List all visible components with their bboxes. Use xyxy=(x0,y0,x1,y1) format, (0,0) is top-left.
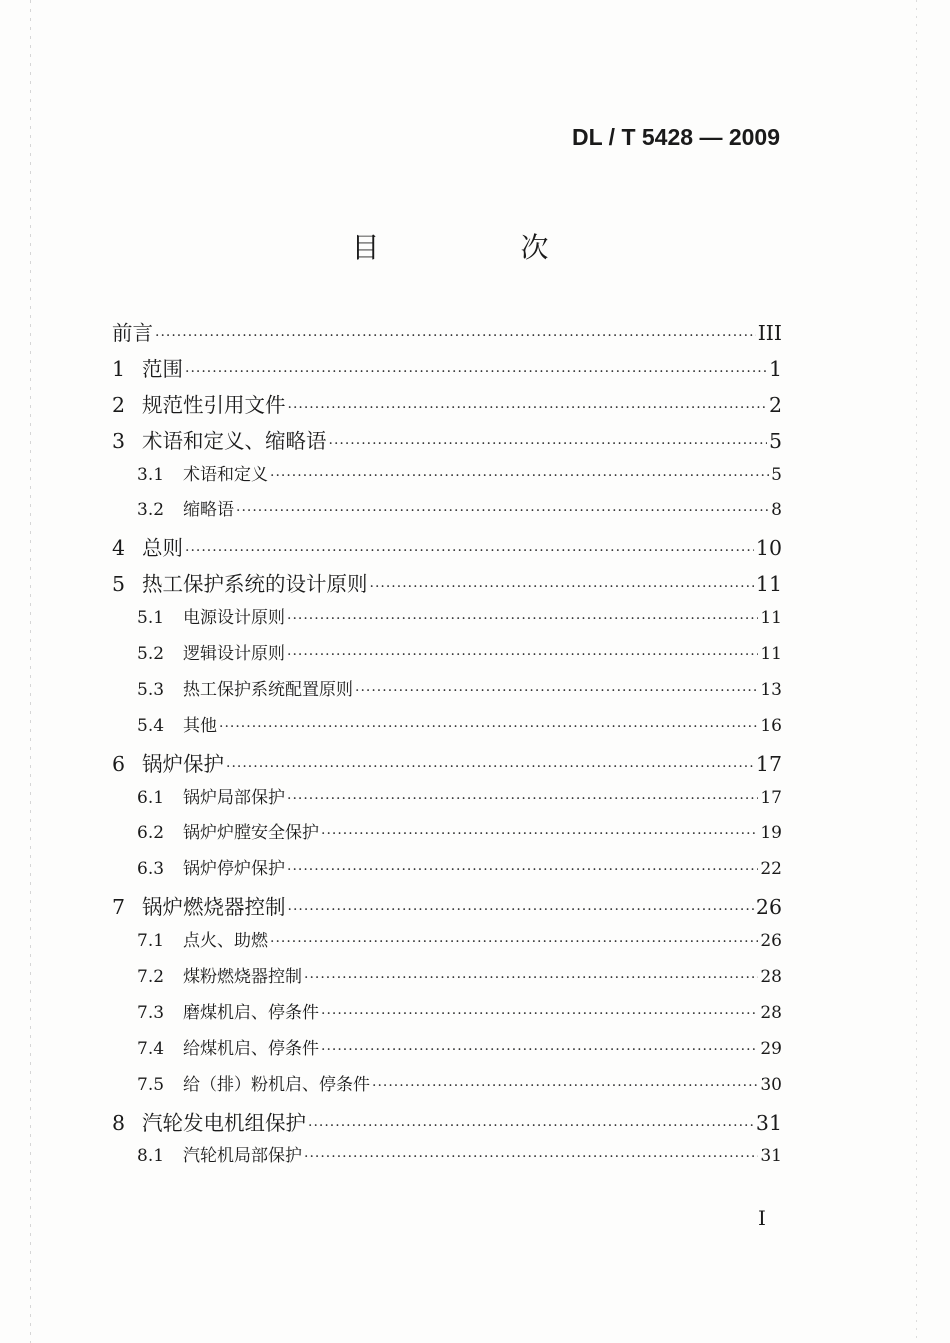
toc-entry-page: 28 xyxy=(760,1002,782,1023)
toc-leader-dots xyxy=(155,328,756,344)
toc-entry-title: 逻辑设计原则 xyxy=(183,644,285,665)
toc-entry-section[interactable] xyxy=(112,1141,782,1177)
toc-leader-dots xyxy=(236,503,769,519)
toc-entry-title: 锅炉燃烧器控制 xyxy=(142,895,286,920)
toc-entry-page: 11 xyxy=(760,644,782,665)
toc-entry-title: 锅炉局部保护 xyxy=(183,787,285,808)
toc-entry-section[interactable] xyxy=(112,495,782,531)
toc-entry-section[interactable] xyxy=(112,639,782,675)
toc-entry-title: 术语和定义、缩略语 xyxy=(142,428,327,453)
toc-entry-number: 7.4 xyxy=(137,1038,165,1059)
toc-entry-chapter[interactable] xyxy=(112,890,782,926)
toc-leader-dots xyxy=(370,579,754,595)
toc-entry-chapter[interactable] xyxy=(112,531,782,567)
toc-entry-section[interactable] xyxy=(112,1034,782,1070)
toc-entry-section[interactable] xyxy=(112,460,782,496)
page-number: I xyxy=(758,1206,766,1230)
toc-entry-number: 7.1 xyxy=(137,931,165,952)
toc-entry-page: 5 xyxy=(771,464,782,485)
toc-entry-page: 17 xyxy=(760,787,782,808)
toc-leader-dots xyxy=(185,543,754,559)
toc-leader-dots xyxy=(185,364,767,380)
toc-entry-page: 31 xyxy=(755,1110,782,1135)
toc-leader-dots xyxy=(321,826,758,842)
toc-entry-section[interactable] xyxy=(112,926,782,962)
toc-entry-number: 6.1 xyxy=(137,787,165,808)
toc-leader-dots xyxy=(355,683,758,699)
toc-entry-title: 总则 xyxy=(142,536,183,561)
toc-entry-section[interactable] xyxy=(112,998,782,1034)
toc-leader-dots xyxy=(287,647,758,663)
toc-entry-page: 26 xyxy=(755,895,782,920)
toc-entry-page: 10 xyxy=(755,536,782,561)
toc-entry-page: 19 xyxy=(760,823,782,844)
toc-leader-dots xyxy=(270,468,769,484)
toc-leader-dots xyxy=(304,970,758,986)
document-code: DL / T 5428 — 2009 xyxy=(572,124,780,150)
toc-entry-page: 31 xyxy=(760,1146,782,1167)
toc-entry-section[interactable] xyxy=(112,603,782,639)
toc-entry-chapter[interactable] xyxy=(112,388,782,424)
toc-entry-page: 17 xyxy=(755,751,782,776)
toc-leader-dots xyxy=(304,1149,758,1165)
toc-entry-title: 磨煤机启、停条件 xyxy=(183,1002,319,1023)
toc-entry-title: 术语和定义 xyxy=(183,464,268,485)
toc-leader-dots xyxy=(226,759,754,775)
table-of-contents xyxy=(112,316,782,1177)
toc-leader-dots xyxy=(288,400,767,416)
toc-entry-title: 缩略语 xyxy=(183,500,234,521)
toc-entry-title: 锅炉停炉保护 xyxy=(183,859,285,880)
toc-leader-dots xyxy=(287,791,758,807)
toc-entry-page: 11 xyxy=(755,572,782,597)
toc-entry-title: 汽轮发电机组保护 xyxy=(142,1110,306,1135)
toc-entry-number: 8 xyxy=(112,1110,126,1135)
toc-entry-number: 8.1 xyxy=(137,1146,165,1167)
toc-entry-number: 6.2 xyxy=(137,823,165,844)
toc-entry-number: 7.2 xyxy=(137,967,165,988)
toc-entry-number: 3.1 xyxy=(137,464,165,485)
toc-entry-section[interactable] xyxy=(112,783,782,819)
toc-entry-title: 电源设计原则 xyxy=(183,608,285,629)
toc-leader-dots xyxy=(270,934,758,950)
toc-entry-number: 6.3 xyxy=(137,859,165,880)
toc-entry-chapter[interactable] xyxy=(112,352,782,388)
toc-leader-dots xyxy=(308,1118,754,1134)
toc-entry-chapter[interactable] xyxy=(112,1106,782,1142)
toc-leader-dots xyxy=(329,436,767,452)
toc-entry-page: 8 xyxy=(771,500,782,521)
toc-entry-section[interactable] xyxy=(112,675,782,711)
toc-entry-chapter[interactable] xyxy=(112,567,782,603)
toc-entry-title: 其他 xyxy=(183,715,217,736)
toc-entry-number: 4 xyxy=(112,536,126,561)
toc-entry-number: 7 xyxy=(112,895,126,920)
toc-entry-section[interactable] xyxy=(112,1070,782,1106)
toc-entry-page: 11 xyxy=(760,608,782,629)
toc-entry-number: 5.2 xyxy=(137,644,165,665)
toc-entry-page: 2 xyxy=(768,392,782,417)
toc-entry-page: 13 xyxy=(760,679,782,700)
toc-entry-page: 5 xyxy=(768,428,782,453)
toc-entry-title: 规范性引用文件 xyxy=(142,392,286,417)
toc-entry-chapter[interactable] xyxy=(112,747,782,783)
toc-entry-page: 29 xyxy=(760,1038,782,1059)
toc-leader-dots xyxy=(321,1042,758,1058)
toc-entry-title: 给煤机启、停条件 xyxy=(183,1038,319,1059)
toc-entry-page: 16 xyxy=(760,715,782,736)
toc-entry-number: 7.5 xyxy=(137,1074,165,1095)
toc-entry-title: 给（排）粉机启、停条件 xyxy=(183,1074,370,1095)
scan-edge-right xyxy=(916,0,917,1343)
toc-entry-title: 热工保护系统的设计原则 xyxy=(142,572,368,597)
toc-entry-section[interactable] xyxy=(112,854,782,890)
toc-entry-title: 热工保护系统配置原则 xyxy=(183,679,353,700)
toc-entry-page: III xyxy=(757,321,782,345)
toc-entry-number: 2 xyxy=(112,392,126,417)
toc-entry-page: 1 xyxy=(768,356,782,381)
toc-entry-title: 范围 xyxy=(142,356,183,381)
toc-entry-number: 5 xyxy=(112,572,126,597)
toc-entry-title: 前言 xyxy=(112,321,153,345)
toc-entry-section[interactable] xyxy=(112,962,782,998)
toc-entry-page: 28 xyxy=(760,967,782,988)
toc-leader-dots xyxy=(321,1006,758,1022)
toc-entry-number: 1 xyxy=(112,356,126,381)
toc-entry-page: 26 xyxy=(760,931,782,952)
toc-entry-number: 7.3 xyxy=(137,1002,165,1023)
toc-leader-dots xyxy=(372,1078,758,1094)
toc-entry-number: 3 xyxy=(112,428,126,453)
toc-entry-section[interactable] xyxy=(112,818,782,854)
toc-entry-title: 锅炉炉膛安全保护 xyxy=(183,823,319,844)
toc-entry-number: 5.1 xyxy=(137,608,165,629)
toc-entry-title: 锅炉保护 xyxy=(142,751,224,776)
toc-entry-title: 煤粉燃烧器控制 xyxy=(183,967,302,988)
toc-leader-dots xyxy=(287,611,758,627)
toc-entry-chapter[interactable] xyxy=(112,316,782,352)
toc-entry-number: 3.2 xyxy=(137,500,165,521)
toc-leader-dots xyxy=(288,902,754,918)
toc-entry-page: 22 xyxy=(760,859,782,880)
toc-entry-title: 点火、助燃 xyxy=(183,931,268,952)
toc-entry-number: 5.4 xyxy=(137,715,165,736)
toc-entry-chapter[interactable] xyxy=(112,424,782,460)
toc-leader-dots xyxy=(287,862,758,878)
page-title: 目 次 xyxy=(351,231,615,264)
toc-entry-number: 6 xyxy=(112,751,126,776)
toc-entry-number: 5.3 xyxy=(137,679,165,700)
toc-entry-page: 30 xyxy=(760,1074,782,1095)
scan-edge-left xyxy=(30,0,31,1343)
toc-leader-dots xyxy=(219,719,758,735)
toc-entry-title: 汽轮机局部保护 xyxy=(183,1146,302,1167)
toc-entry-section[interactable] xyxy=(112,711,782,747)
